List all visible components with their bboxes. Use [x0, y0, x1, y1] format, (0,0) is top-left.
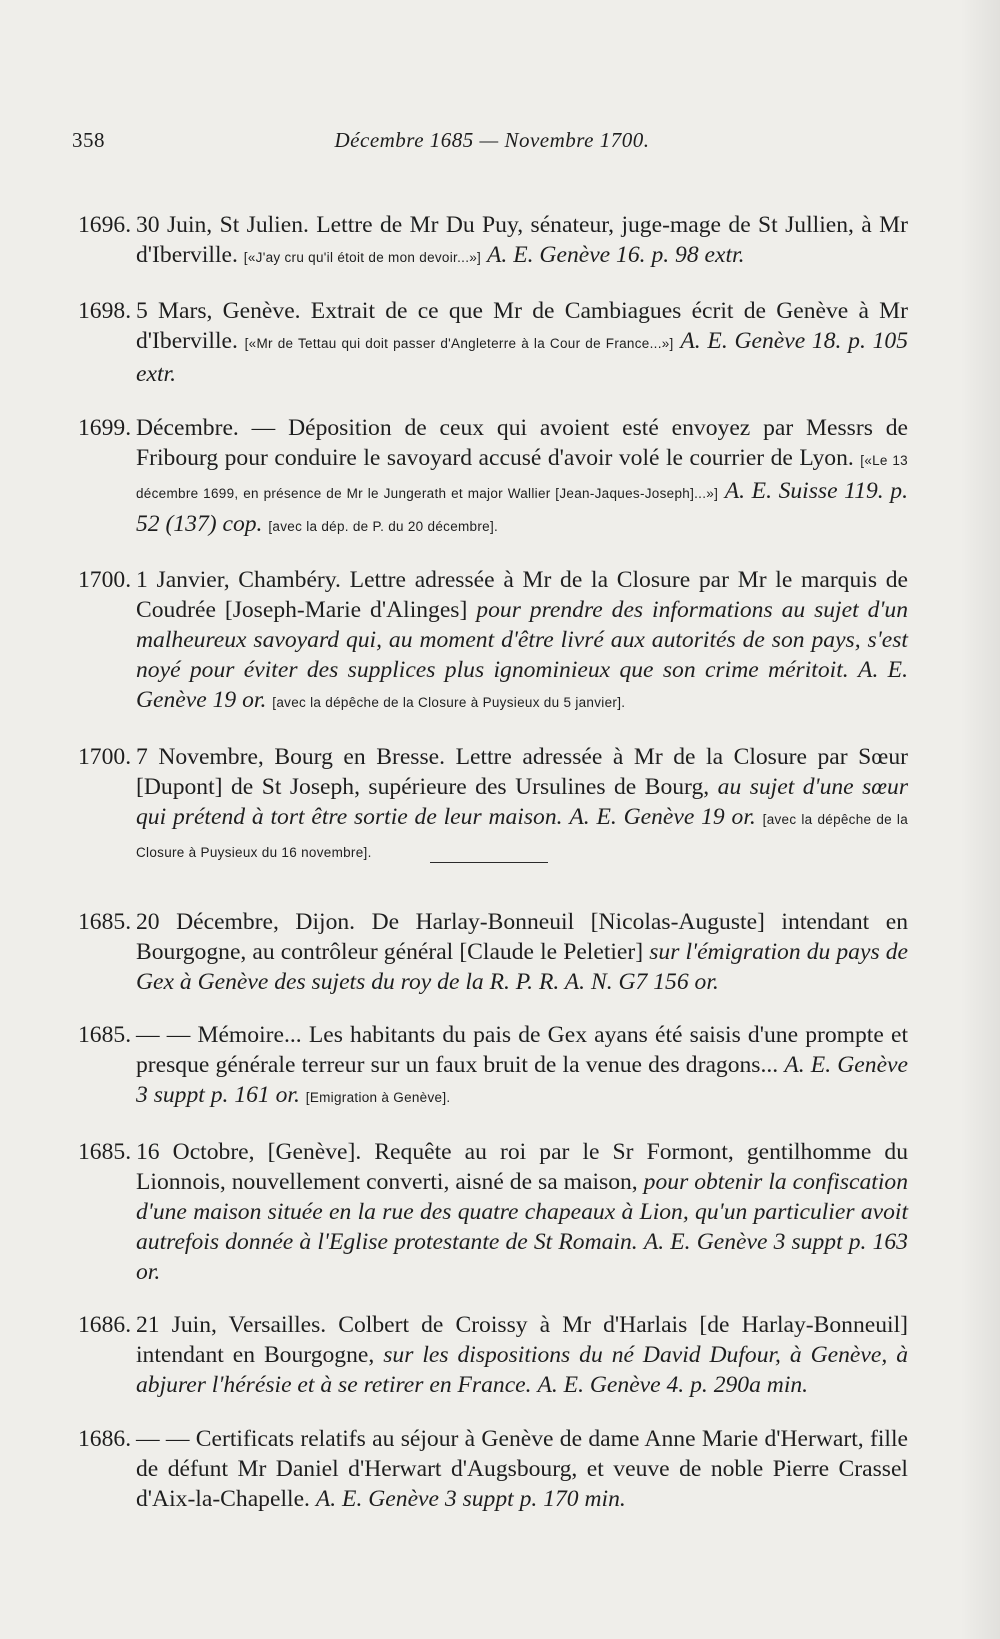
entry-1698	[78, 296, 908, 389]
entry-text: 21 Juin, Versailles. Colbert de Croissy à Mr d'Harlais [de Harlay-Bonneuil] intendant en Bourgogne,	[136, 1312, 908, 1369]
entry-text: — — Mémoire... Les habitants du pais de Gex ayans été saisis d'une prompte et presque générale terreur sur un faux bruit de la venue des dragons...	[136, 1022, 908, 1079]
entry-1699	[78, 413, 908, 542]
entry-text: Décembre. — Déposition de ceux qui avoient esté envoyez par Messrs de Fribourg pour conduire le savoyard accusé d'avoir volé le courrier de Lyon.	[136, 414, 908, 471]
entry-1686-certificats	[78, 1424, 908, 1514]
entry-quote: [«Le 13 décembre 1699, en présence de Mr le Jungerath et major Wallier [Jean-Jaques-Joseph]...»]	[136, 452, 908, 501]
entry-note: [avec la dép. de P. du 20 décembre].	[268, 518, 499, 534]
entry-text: 7 Novembre, Bourg en Bresse. Lettre adressée à Mr de la Closure par Sœur [Dupont] de St Joseph, supérieure des Ursulines de Bourg,	[136, 743, 908, 800]
entry-reference: A. E. Genève 3 suppt p. 163 or.	[136, 1228, 908, 1285]
entries-section-1	[78, 186, 908, 870]
entry-italic-text: sur les dispositions du né David Dufour, à Genève, à abjurer l'hérésie et à se retirer en France.	[136, 1342, 908, 1399]
entry-year: 1686.	[78, 1312, 132, 1339]
entry-italic-text: pour prendre des informations au sujet d'un malheureux savoyard qui, au moment d'être livré aux autorités de son pays, s'est noyé pour éviter des supplices plus ignominieux que son crime méritoit.	[136, 597, 909, 684]
entry-text: 16 Octobre, [Genève]. Requête au roi par le Sr Formont, gentilhomme du Lionnois, nouvellement converti, aisné de sa maison,	[136, 1138, 908, 1195]
entry-text: 30 Juin, St Julien. Lettre de Mr Du Puy, sénateur, juge-mage de St Jullien, à Mr d'Iberville.	[136, 211, 908, 268]
entry-year: 1685.	[78, 1138, 132, 1165]
entry-reference: A. E. Genève 4. p. 290a min.	[537, 1372, 809, 1399]
entry-reference: A. E. Genève 3 suppt p. 161 or.	[136, 1052, 908, 1109]
entry-year: 1698.	[78, 298, 132, 325]
entry-reference: R. P. R. A. N. G7 156 or.	[489, 968, 719, 995]
entries-section-2	[78, 883, 908, 1517]
entry-italic-text: pour obtenir la confiscation d'une maison située en la rue des quatre chapeaux à Lion, qu'un particulier avoit autrefois donnée à l'Eglise protestante de St Romain.	[136, 1168, 908, 1255]
entry-1696	[78, 210, 908, 273]
entry-text: 20 Décembre, Dijon. De Harlay-Bonneuil [Nicolas-Auguste] intendant en Bourgogne, au contrôleur général [Claude le Peletier]	[136, 908, 908, 965]
entry-year: 1686.	[78, 1425, 132, 1452]
entry-quote: [«Mr de Tettau qui doit passer d'Angleterre à la Cour de France...»]	[244, 336, 674, 352]
entry-year: 1685.	[78, 908, 132, 935]
entry-note: [avec la dépêche de la Closure à Puysieux du 16 novembre].	[136, 811, 909, 860]
entry-year: 1696.	[78, 211, 132, 238]
entry-1686-juin	[78, 1310, 908, 1400]
entry-year: 1700.	[78, 743, 132, 770]
entry-1700-novembre	[78, 742, 908, 868]
page-number: 358	[72, 128, 105, 152]
entry-text: 5 Mars, Genève. Extrait de ce que Mr de Cambiagues écrit de Genève à Mr d'Iberville.	[136, 298, 908, 355]
entry-reference: A. E. Genève 3 suppt p. 170 min.	[315, 1485, 626, 1512]
entry-reference: A. E. Genève 18. p. 105 extr.	[136, 328, 908, 388]
entry-1685-decembre	[78, 907, 908, 997]
entry-1685-octobre	[78, 1137, 908, 1287]
entry-text: 1 Janvier, Chambéry. Lettre adressée à Mr de la Closure par Mr le marquis de Coudrée [Joseph-Marie d'Alinges]	[136, 567, 908, 624]
entry-italic-text: sur l'émigration du pays de Gex à Genève des sujets du roy de la	[136, 938, 908, 995]
entry-note: [avec la dépêche de la Closure à Puysieux du 5 janvier].	[272, 695, 626, 711]
entry-reference: A. E. Genève 19 or.	[136, 657, 908, 714]
entry-reference: A. E. Suisse 119. p. 52 (137) cop.	[136, 477, 908, 537]
page-header	[72, 128, 912, 158]
entry-1685-memoire	[78, 1020, 908, 1113]
entry-reference: A. E. Genève 16. p. 98 extr.	[487, 241, 745, 268]
entry-year: 1685.	[78, 1022, 132, 1049]
running-title: Décembre 1685 — Novembre 1700.	[334, 128, 650, 152]
entry-year: 1700.	[78, 567, 132, 594]
entry-1700-janvier	[78, 565, 908, 718]
entry-text: — — Certificats relatifs au séjour à Genève de dame Anne Marie d'Herwart, fille de défunt Mr Daniel d'Herwart d'Augsbourg, et veuve de noble Pierre Crassel d'Aix-la-Chapelle.	[136, 1425, 908, 1512]
entry-year: 1699.	[78, 414, 132, 441]
entry-quote: [«J'ay cru qu'il étoit de mon devoir...»]	[243, 249, 482, 265]
entry-note: [Emigration à Genève].	[305, 1090, 451, 1106]
page-gutter-shadow	[960, 0, 1000, 1639]
section-divider	[430, 862, 548, 863]
entry-reference: A. E. Genève 19 or.	[569, 803, 756, 830]
entry-italic-text: au sujet d'une sœur qui prétend à tort être sortie de leur maison.	[136, 773, 908, 830]
